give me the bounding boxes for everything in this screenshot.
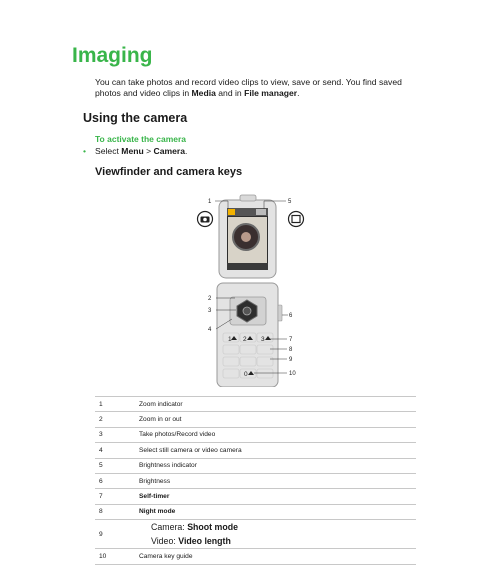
video-length-term: Video length [178, 536, 231, 547]
legend-description [139, 504, 416, 519]
page-title: Imaging [72, 44, 153, 67]
zoom-indicator-icon [228, 209, 235, 215]
legend-description: Select still camera or video camera [139, 443, 416, 458]
bullet-icon: • [83, 146, 87, 156]
legend-number: 7 [95, 489, 139, 504]
callout-1: 1 [208, 199, 212, 205]
key-label: 1 [228, 336, 232, 343]
legend-description: Zoom in or out [139, 412, 416, 427]
callout-3: 3 [208, 308, 212, 314]
brightness-indicator-icon [256, 209, 266, 215]
phone-side-key [278, 305, 282, 321]
legend-description [139, 489, 416, 504]
legend-description: Camera key guide [139, 549, 416, 564]
camera-term: Camera [153, 146, 186, 156]
legend-description: Brightness indicator [139, 458, 416, 473]
legend-row [95, 443, 416, 458]
file-manager-link-text: File manager [244, 88, 298, 98]
legend-description: Zoom indicator [139, 397, 416, 412]
menu-term: Menu [121, 146, 144, 156]
legend-number: 8 [95, 504, 139, 519]
phone-camera-diagram [190, 187, 310, 387]
section-title: Using the camera [83, 111, 188, 125]
video-mode-line: Video: Video length [151, 536, 231, 547]
legend-row [95, 427, 416, 442]
legend-table [95, 396, 416, 565]
legend-number: 10 [95, 549, 139, 564]
legend-description: Take photos/Record video [139, 427, 416, 442]
legend-number: 4 [95, 443, 139, 458]
viewfinder-subject-center [241, 232, 251, 242]
legend-number: 3 [95, 427, 139, 442]
callout-2: 2 [208, 296, 212, 302]
key-label: 0 [244, 371, 248, 378]
legend-row [95, 489, 416, 504]
legend-description [139, 520, 416, 549]
legend-row-10 [95, 549, 416, 564]
legend-number: 6 [95, 473, 139, 488]
legend-description-bold: Night mode [139, 508, 176, 516]
legend-number: 5 [95, 458, 139, 473]
key-label: 3 [261, 336, 265, 343]
callout-6: 6 [289, 313, 293, 319]
legend-row [95, 397, 416, 412]
callout-5: 5 [288, 199, 292, 205]
legend-number: 9 [95, 520, 139, 549]
legend-body [95, 397, 416, 565]
key-label: 2 [243, 336, 247, 343]
legend-description: Brightness [139, 473, 416, 488]
phone-hinge-top [240, 195, 256, 201]
legend-row [95, 458, 416, 473]
callout-4: 4 [208, 327, 212, 333]
legend-row [95, 473, 416, 488]
callout-9: 9 [289, 357, 293, 363]
subsection-title: Viewfinder and camera keys [95, 166, 243, 178]
legend-row [95, 412, 416, 427]
video-icon [289, 212, 304, 227]
legend-row-9 [95, 520, 416, 549]
legend-row [95, 504, 416, 519]
intro-paragraph: You can take photos and record video clips to view, save or send. You find saved photos and video clips in Media and in File manager. [95, 77, 402, 98]
procedure-title: To activate the camera [95, 134, 187, 144]
legend-number: 2 [95, 412, 139, 427]
camera-mode-line: Camera: Shoot mode [151, 522, 239, 533]
shoot-mode-term: Shoot mode [187, 522, 239, 533]
legend-number: 1 [95, 397, 139, 412]
callout-10: 10 [289, 371, 296, 377]
media-link-text: Media [191, 88, 216, 98]
viewfinder-bottom-bar [227, 263, 268, 270]
camera-icon-lens [203, 218, 207, 222]
navigation-center-key [243, 307, 251, 315]
callout-7: 7 [289, 337, 293, 343]
callout-8: 8 [289, 347, 293, 353]
legend-description-bold: Self-timer [139, 493, 170, 501]
instruction-bullet: • Select Menu > Camera. [83, 146, 188, 156]
